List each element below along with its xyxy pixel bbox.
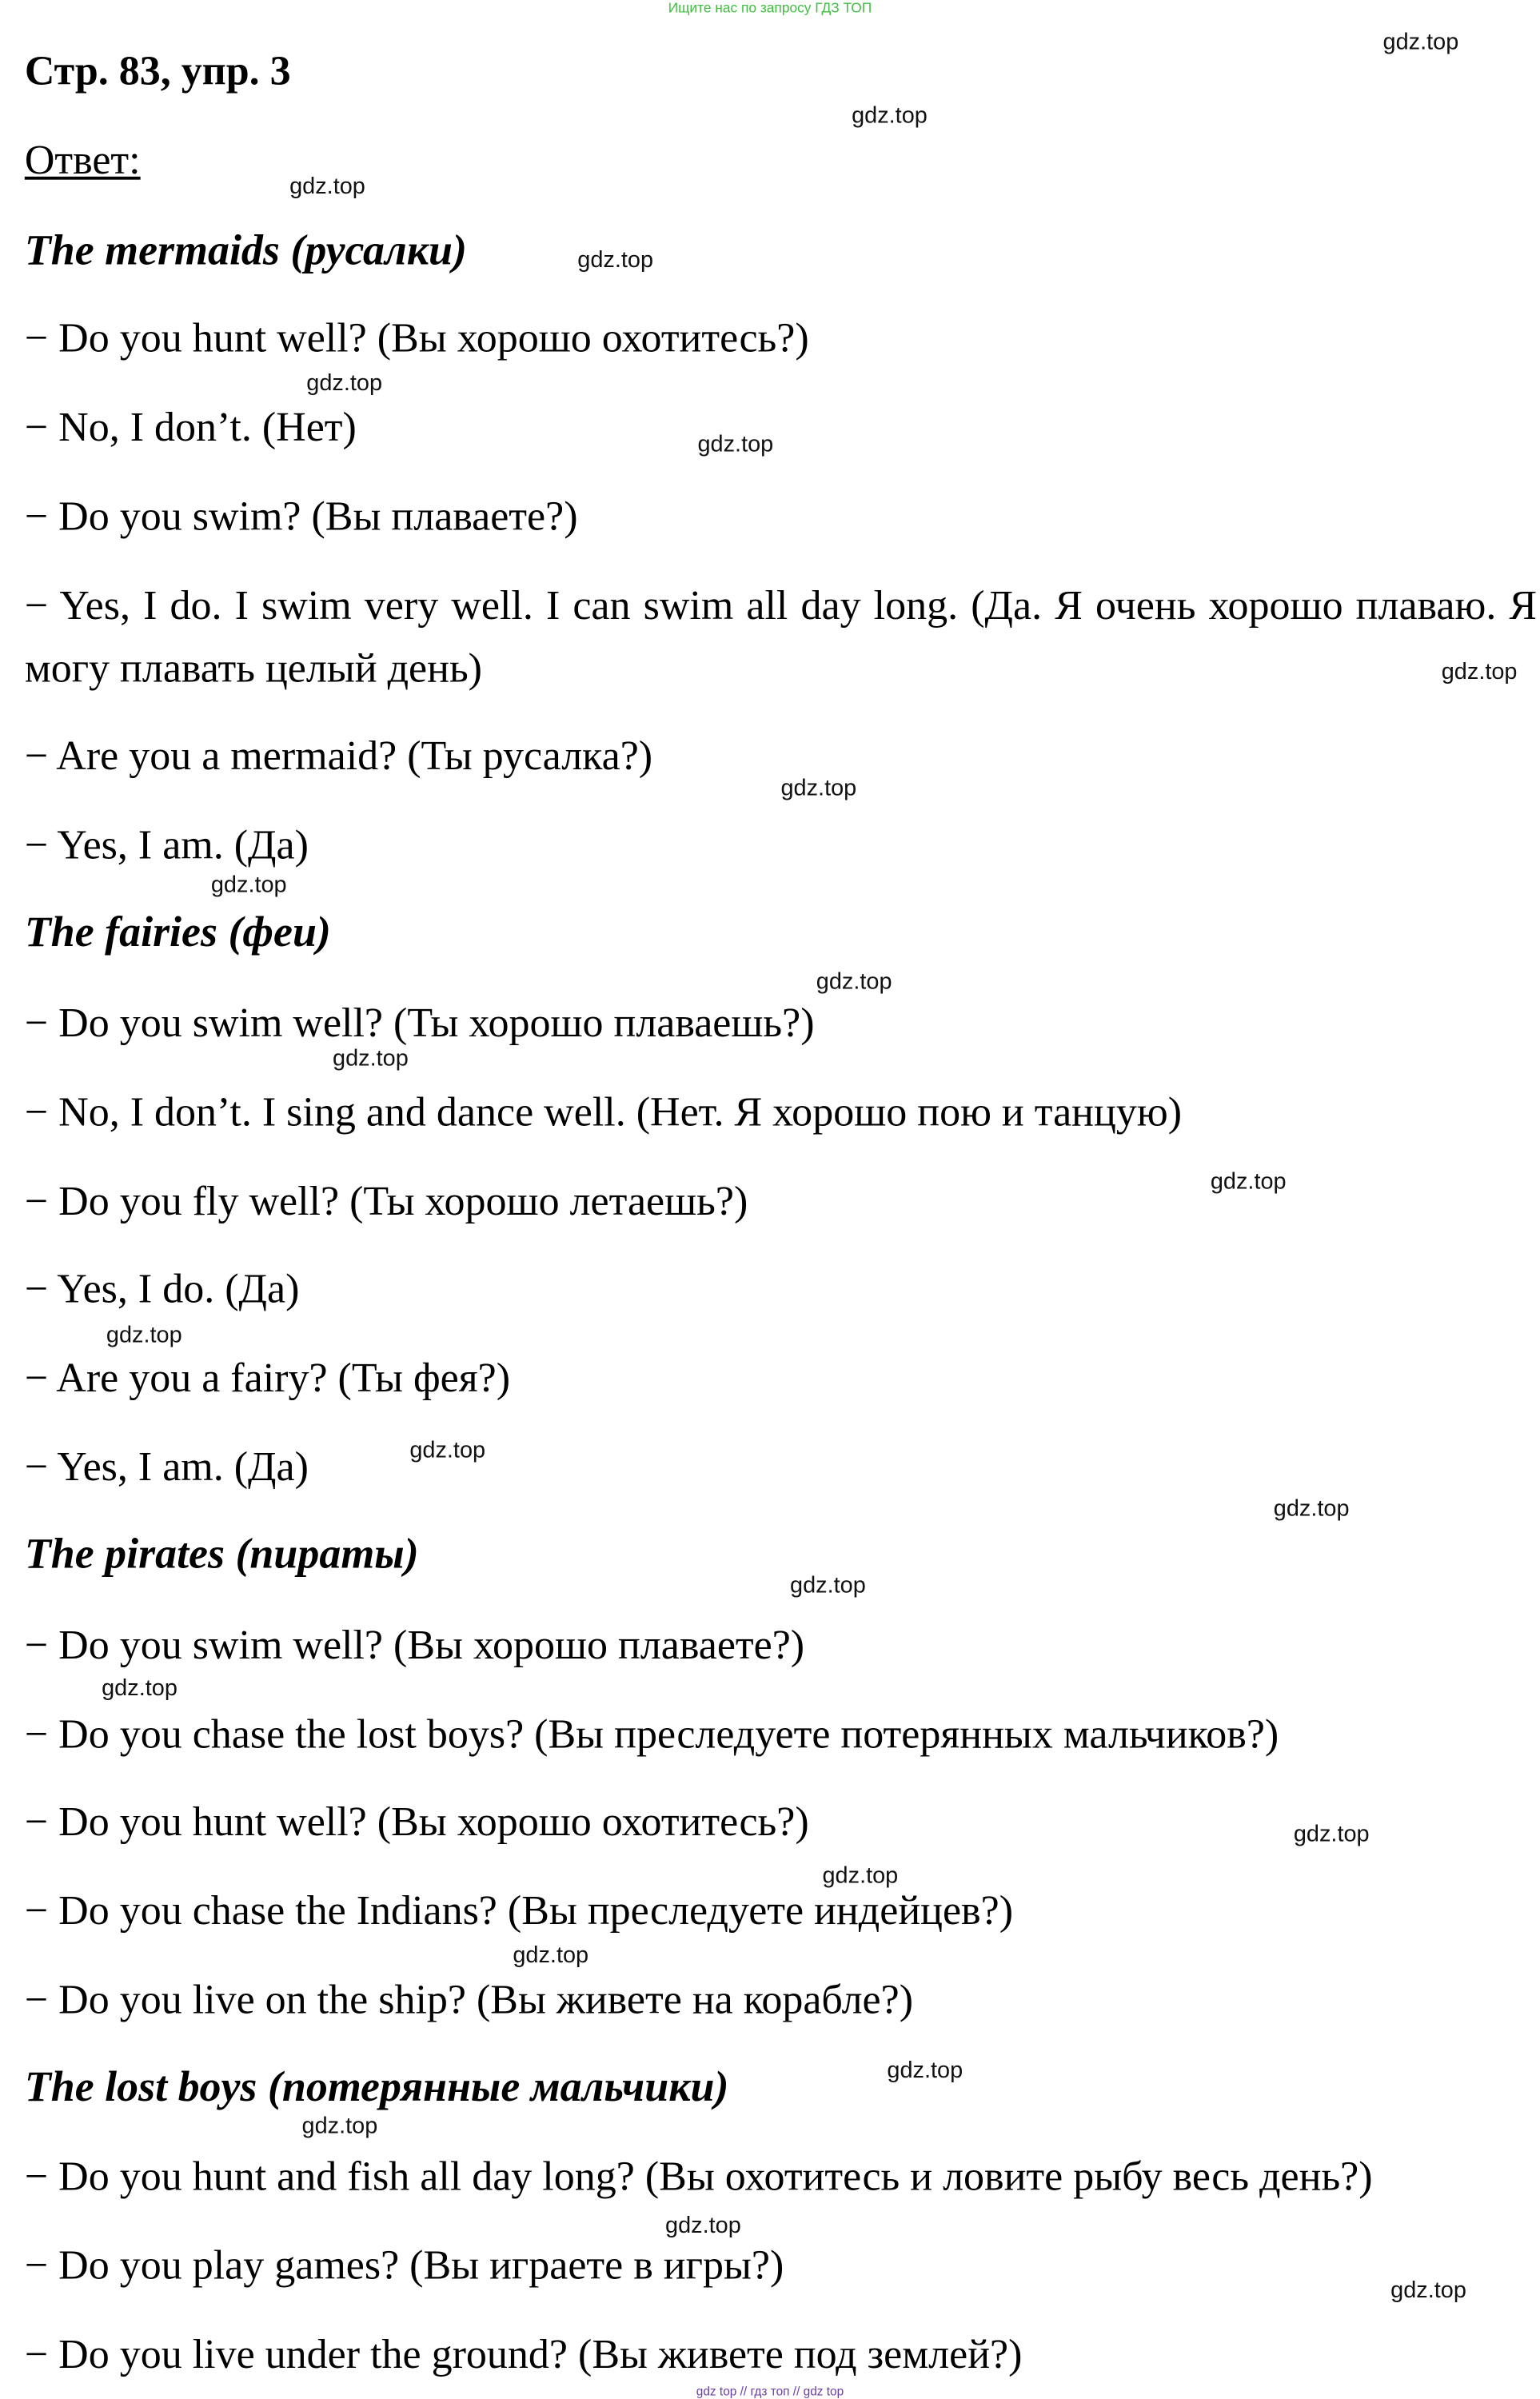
section-heading-fairies: The fairies (феи) xyxy=(24,908,331,957)
dialogue-line: − Are you a fairy? (Ты фея?) xyxy=(24,1354,511,1401)
watermark: gdz.top xyxy=(301,2113,378,2139)
dialogue-line: − Do you hunt and fish all day long? (Вы охотитесь и ловите рыбу весь день?) xyxy=(24,2153,1373,2199)
watermark: gdz.top xyxy=(106,1322,182,1349)
watermark: gdz.top xyxy=(513,1942,589,1969)
watermark: gdz.top xyxy=(1293,1821,1370,1848)
page-title: Стр. 83, упр. 3 xyxy=(24,47,291,94)
watermark: gdz.top xyxy=(780,775,857,802)
watermark: gdz.top xyxy=(816,968,892,996)
watermark: gdz.top xyxy=(1273,1495,1350,1523)
dialogue-line: − Yes, I am. (Да) xyxy=(24,1443,309,1490)
dialogue-line: − Do you swim? (Вы плаваете?) xyxy=(24,493,578,540)
watermark: gdz.top xyxy=(697,431,774,458)
dialogue-line: − Do you fly well? (Ты хорошо летаешь?) xyxy=(24,1177,748,1224)
dialogue-line: − Do you swim well? (Вы хорошо плаваете?) xyxy=(24,1621,805,1668)
watermark: gdz.top xyxy=(665,2213,741,2239)
dialogue-line: − Are you a mermaid? (Ты русалка?) xyxy=(24,732,653,779)
watermark: gdz.top xyxy=(333,1045,409,1072)
watermark: gdz.top xyxy=(1382,29,1459,56)
watermark: gdz.top xyxy=(887,2058,963,2084)
watermark: gdz.top xyxy=(822,1862,899,1889)
dialogue-line: − Do you hunt well? (Вы хорошо охотитесь?) xyxy=(24,314,809,361)
section-heading-pirates: The pirates (пираты) xyxy=(24,1531,419,1579)
watermark: gdz.top xyxy=(1441,658,1518,685)
dialogue-line: − Do you chase the Indians? (Вы преследуете индейцев?) xyxy=(24,1887,1014,1934)
dialogue-line: − Do you live on the ship? (Вы живете на корабле?) xyxy=(24,1976,914,2023)
watermark: gdz.top xyxy=(210,872,287,899)
dialogue-line: − No, I don’t. I sing and dance well. (Нет. Я хорошо пою и танцую) xyxy=(24,1088,1183,1136)
watermark: gdz.top xyxy=(790,1572,866,1599)
watermark: gdz.top xyxy=(577,247,654,273)
watermark: gdz.top xyxy=(1210,1168,1287,1195)
dialogue-line: − Do you live under the ground? (Вы живете под землей?) xyxy=(24,2331,1023,2377)
watermark: gdz.top xyxy=(409,1437,486,1464)
dialogue-line: − Yes, I do. (Да) xyxy=(24,1265,300,1311)
watermark: gdz.top xyxy=(852,102,928,130)
section-heading-mermaids: The mermaids (русалки) xyxy=(24,227,467,275)
watermark: gdz.top xyxy=(1390,2277,1466,2304)
dialogue-line: − Do you chase the lost boys? (Вы преследуете потерянных мальчиков?) xyxy=(24,1710,1279,1757)
dialogue-line: − Do you swim well? (Ты хорошо плаваешь?) xyxy=(24,1000,815,1046)
section-heading-lost-boys: The lost boys (потерянные мальчики) xyxy=(24,2063,729,2112)
dialogue-line: − Yes, I do. I swim very well. I can swim all day long. (Да. Я очень хорошо плаваю. Я могу плавать целый день) xyxy=(24,581,1538,692)
dialogue-line: − Do you play games? (Вы играете в игры?) xyxy=(24,2241,784,2289)
search-hint-banner: Ищите нас по запросу ГДЗ ТОП xyxy=(668,0,872,16)
watermark: gdz.top xyxy=(289,173,365,200)
footer-watermark: gdz top // гдз топ // gdz top xyxy=(696,2385,844,2399)
dialogue-line: − Yes, I am. (Да) xyxy=(24,821,309,868)
watermark: gdz.top xyxy=(306,369,383,397)
answer-label: Ответ: xyxy=(24,136,141,183)
dialogue-line: − Do you hunt well? (Вы хорошо охотитесь?) xyxy=(24,1798,809,1845)
dialogue-line: − No, I don’t. (Нет) xyxy=(24,404,357,450)
watermark: gdz.top xyxy=(102,1675,178,1702)
